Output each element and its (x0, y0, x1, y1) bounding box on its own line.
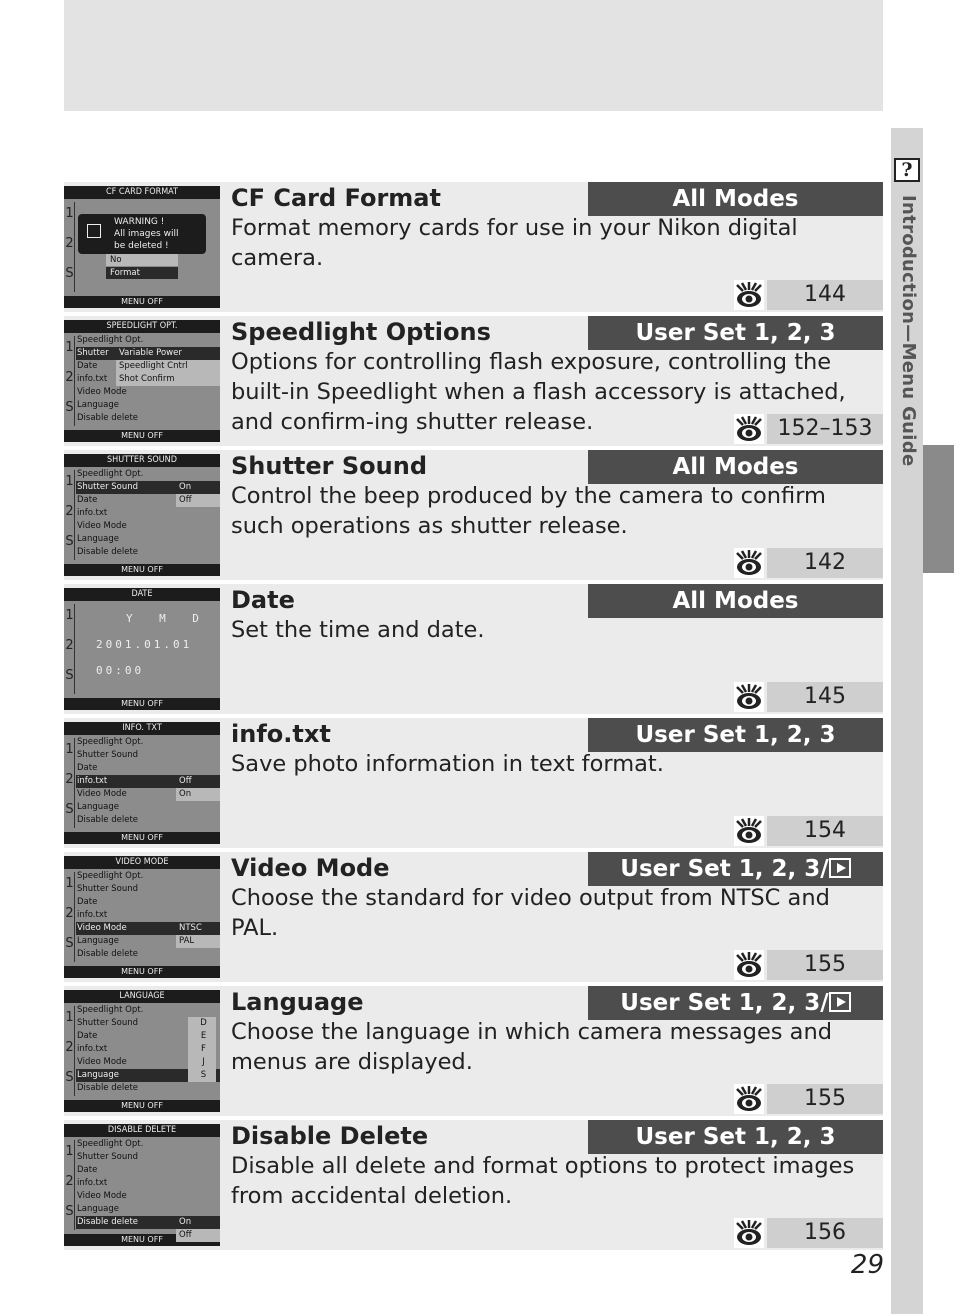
page-number: 29 (850, 1250, 884, 1280)
screen-submenu-option: Shot Confirm (116, 373, 220, 386)
screen-title: INFO. TXT (64, 722, 220, 735)
screen-tab: 1 (65, 872, 75, 902)
page-reference (734, 414, 883, 444)
entry-description: Set the time and date. (231, 617, 485, 643)
screen-menu-item: Date (77, 763, 98, 773)
header-band (64, 0, 883, 111)
mode-badge-text: User Set 1, 2, 3/ (620, 990, 829, 1016)
page-reference-number: 142 (767, 548, 883, 578)
screen-menu-item: Language (77, 400, 119, 410)
screen-tab: S (65, 262, 75, 292)
camera-screen-thumbnail (64, 990, 220, 1112)
screen-title: DATE (64, 588, 220, 601)
playback-icon (829, 858, 851, 878)
screen-submenu-option: PAL (176, 935, 220, 948)
screen-tab: 1 (65, 604, 75, 634)
entry-title: info.txt (231, 720, 331, 748)
screen-tab: 2 (65, 902, 75, 932)
screen-tab: 2 (65, 1036, 75, 1066)
entry-title: Date (231, 586, 295, 614)
screen-menu-item: Video Mode (76, 922, 220, 935)
screen-submenu-option: D (188, 1017, 216, 1030)
menu-entry (64, 718, 883, 848)
screen-menu-item: info.txt (77, 508, 108, 518)
screen-submenu-option: E (188, 1030, 216, 1043)
screen-menu-item: info.txt (76, 775, 220, 788)
screen-submenu-option: F (188, 1043, 216, 1056)
screen-tab: 2 (65, 232, 75, 262)
mode-badge (588, 718, 883, 752)
screen-footer: MENU OFF (64, 564, 220, 576)
page-reference (734, 950, 883, 980)
screen-menu-item: Language (77, 936, 119, 946)
menu-entry (64, 182, 883, 312)
mode-badge (588, 1120, 883, 1154)
page-reference-number: 155 (767, 950, 883, 980)
screen-menu-item: info.txt (77, 1178, 108, 1188)
screen-title: CF CARD FORMAT (64, 186, 220, 199)
screen-tab: 2 (65, 768, 75, 798)
mode-badge-text: User Set 1, 2, 3 (635, 722, 836, 748)
screen-tab: S (65, 1200, 75, 1230)
screen-menu-item: Disable delete (77, 1083, 139, 1093)
page-reference (734, 548, 883, 578)
screen-tab: 2 (65, 366, 75, 396)
entry-title: Disable Delete (231, 1122, 429, 1150)
screen-menu-item: info.txt (77, 1044, 108, 1054)
page-reference (734, 280, 883, 310)
screen-menu-item: Date (77, 361, 98, 371)
mode-badge (588, 316, 883, 350)
mode-badge-text: All Modes (672, 588, 799, 614)
screen-menu-item: Date (77, 1165, 98, 1175)
entry-description: Format memory cards for use in your Nikon digital camera. (231, 215, 798, 271)
screen-menu-item: Disable delete (77, 949, 139, 959)
screen-tab: 1 (65, 470, 75, 500)
page-reference (734, 816, 883, 846)
entry-title: Shutter Sound (231, 452, 427, 480)
menu-entry (64, 852, 883, 982)
screen-submenu-option: Off (176, 494, 220, 507)
chapter-label (898, 195, 931, 495)
screen-menu-item: Video Mode (77, 1191, 127, 1201)
screen-tab: 1 (65, 1140, 75, 1170)
screen-submenu-option: J (188, 1056, 216, 1069)
camera-screen-thumbnail (64, 186, 220, 308)
camera-screen-thumbnail (64, 588, 220, 710)
screen-menu-item: Speedlight Opt. (77, 469, 144, 479)
screen-time-value: 00:00 (96, 664, 145, 677)
screen-menu-item: Speedlight Opt. (77, 737, 144, 747)
page-reference-number: 145 (767, 682, 883, 712)
screen-submenu-option: S (188, 1069, 216, 1082)
screen-submenu-option: On (176, 1216, 220, 1229)
screen-menu-item: Video Mode (77, 521, 127, 531)
screen-tab: 2 (65, 500, 75, 530)
camera-screen-thumbnail (64, 722, 220, 844)
mode-badge-text: User Set 1, 2, 3 (635, 1124, 836, 1150)
page-reference-number: 155 (767, 1084, 883, 1114)
screen-tab: S (65, 1066, 75, 1096)
screen-menu-item: Shutter Sound (77, 884, 139, 894)
entry-description: Save photo information in text format. (231, 751, 664, 777)
mode-badge-text: User Set 1, 2, 3/ (620, 856, 829, 882)
menu-entry (64, 584, 883, 714)
mode-badge (588, 182, 883, 216)
screen-submenu-option: Speedlight Cntrl (116, 360, 220, 373)
screen-menu-item: Language (77, 534, 119, 544)
warning-line: be deleted ! (114, 241, 169, 251)
screen-title: SHUTTER SOUND (64, 454, 220, 467)
mode-badge (588, 986, 883, 1020)
page-reference-number: 144 (767, 280, 883, 310)
screen-warning-dialog (78, 214, 206, 254)
menu-entry (64, 450, 883, 580)
entry-description: Choose the standard for video output from NTSC and PAL. (231, 885, 830, 941)
screen-menu-item: Date (77, 1031, 98, 1041)
warning-line: WARNING ! (114, 217, 165, 227)
screen-tab-column (65, 1140, 75, 1232)
screen-menu-item: Speedlight Opt. (77, 1139, 144, 1149)
screen-tab-column (65, 336, 75, 428)
screen-menu-item: Date (77, 897, 98, 907)
page-reference-number: 152–153 (767, 414, 883, 444)
eye-reference-icon (734, 950, 764, 980)
screen-menu-item: Disable delete (76, 1216, 220, 1229)
page-reference (734, 1084, 883, 1114)
menu-entry (64, 986, 883, 1116)
page-reference-number: 154 (767, 816, 883, 846)
screen-title: LANGUAGE (64, 990, 220, 1003)
screen-menu-item: Date (77, 495, 98, 505)
eye-reference-icon (734, 816, 764, 846)
screen-menu-item: info.txt (77, 374, 108, 384)
screen-menu-item: Language (77, 802, 119, 812)
screen-title: SPEEDLIGHT OPT. (64, 320, 220, 333)
screen-option: Format (106, 267, 178, 279)
screen-menu-item: Speedlight Opt. (77, 871, 144, 881)
screen-menu-item: Disable delete (77, 815, 139, 825)
screen-footer: MENU OFF (64, 698, 220, 710)
mode-badge (588, 450, 883, 484)
eye-reference-icon (734, 414, 764, 444)
screen-menu-item: Disable delete (77, 413, 139, 423)
warning-line: All images will (114, 229, 179, 239)
camera-screen-thumbnail (64, 1124, 220, 1246)
screen-footer: MENU OFF (64, 1234, 220, 1246)
screen-menu-item: Shutter (76, 347, 220, 360)
entry-description: Options for controlling flash exposure, controlling the built-in Speedlight when a flash accessory is attached, and confirm-ing shutter release. (231, 349, 846, 435)
screen-title: VIDEO MODE (64, 856, 220, 869)
screen-submenu-option: Variable Power (116, 347, 220, 360)
screen-menu-item: Video Mode (77, 789, 127, 799)
screen-footer: MENU OFF (64, 966, 220, 978)
screen-tab-column (65, 470, 75, 562)
eye-reference-icon (734, 548, 764, 578)
mode-badge-text: All Modes (672, 186, 799, 212)
screen-tab-column (65, 738, 75, 830)
screen-tab: 1 (65, 202, 75, 232)
screen-ymd-label: Y M D (126, 612, 199, 625)
chapter-label-text: Introduction—Menu Guide (898, 195, 919, 467)
screen-menu-item: Shutter Sound (77, 750, 139, 760)
playback-icon (829, 992, 851, 1012)
screen-menu-item: Language (76, 1069, 220, 1082)
mode-badge (588, 852, 883, 886)
screen-menu-item: Speedlight Opt. (77, 335, 144, 345)
entry-description: Choose the language in which camera messages and menus are displayed. (231, 1019, 832, 1075)
menu-entry (64, 1120, 883, 1250)
screen-tab-column (65, 872, 75, 964)
screen-submenu-option: Off (176, 1229, 220, 1242)
screen-tab-column (65, 1006, 75, 1098)
camera-screen-thumbnail (64, 320, 220, 442)
help-icon: ? (894, 158, 920, 182)
screen-submenu-option: NTSC (176, 922, 220, 935)
eye-reference-icon (734, 1084, 764, 1114)
screen-submenu-option: Off (176, 775, 220, 788)
screen-tab: 1 (65, 738, 75, 768)
mode-badge-text: User Set 1, 2, 3 (635, 320, 836, 346)
mode-badge (588, 584, 883, 618)
entry-description: Control the beep produced by the camera to confirm such operations as shutter release. (231, 483, 826, 539)
card-icon (87, 224, 101, 238)
camera-screen-thumbnail (64, 856, 220, 978)
screen-tab: 1 (65, 336, 75, 366)
entry-description: Disable all delete and format options to protect images from accidental deletion. (231, 1153, 855, 1209)
screen-tab: S (65, 798, 75, 828)
screen-tab: S (65, 664, 75, 694)
screen-tab-column (65, 604, 75, 696)
screen-footer: MENU OFF (64, 1100, 220, 1112)
screen-menu-item: Shutter Sound (77, 1018, 139, 1028)
entry-title: Language (231, 988, 364, 1016)
screen-tab: 2 (65, 1170, 75, 1200)
menu-entry (64, 316, 883, 446)
screen-tab: 2 (65, 634, 75, 664)
screen-menu-item: Shutter Sound (76, 481, 220, 494)
screen-submenu-option: On (176, 788, 220, 801)
screen-tab: 1 (65, 1006, 75, 1036)
screen-menu-item: info.txt (77, 910, 108, 920)
screen-menu-item: Shutter Sound (77, 1152, 139, 1162)
screen-title: DISABLE DELETE (64, 1124, 220, 1137)
page-reference-number: 156 (767, 1218, 883, 1248)
page-reference (734, 1218, 883, 1248)
eye-reference-icon (734, 280, 764, 310)
screen-option: No (106, 254, 178, 266)
entry-title: Speedlight Options (231, 318, 491, 346)
eye-reference-icon (734, 1218, 764, 1248)
screen-tab: S (65, 530, 75, 560)
screen-date-value: 2001.01.01 (96, 638, 193, 651)
mode-badge-text: All Modes (672, 454, 799, 480)
screen-tab: S (65, 396, 75, 426)
screen-tab-column (65, 202, 75, 294)
eye-reference-icon (734, 682, 764, 712)
screen-menu-item: Language (77, 1204, 119, 1214)
page-reference (734, 682, 883, 712)
screen-submenu-option: On (176, 481, 220, 494)
screen-tab: S (65, 932, 75, 962)
screen-menu-item: Video Mode (77, 1057, 127, 1067)
entry-title: CF Card Format (231, 184, 441, 212)
screen-menu-item: Speedlight Opt. (77, 1005, 144, 1015)
entry-title: Video Mode (231, 854, 390, 882)
screen-footer: MENU OFF (64, 430, 220, 442)
screen-footer: MENU OFF (64, 296, 220, 308)
screen-footer: MENU OFF (64, 832, 220, 844)
screen-menu-item: Video Mode (77, 387, 127, 397)
camera-screen-thumbnail (64, 454, 220, 576)
screen-menu-item: Disable delete (77, 547, 139, 557)
